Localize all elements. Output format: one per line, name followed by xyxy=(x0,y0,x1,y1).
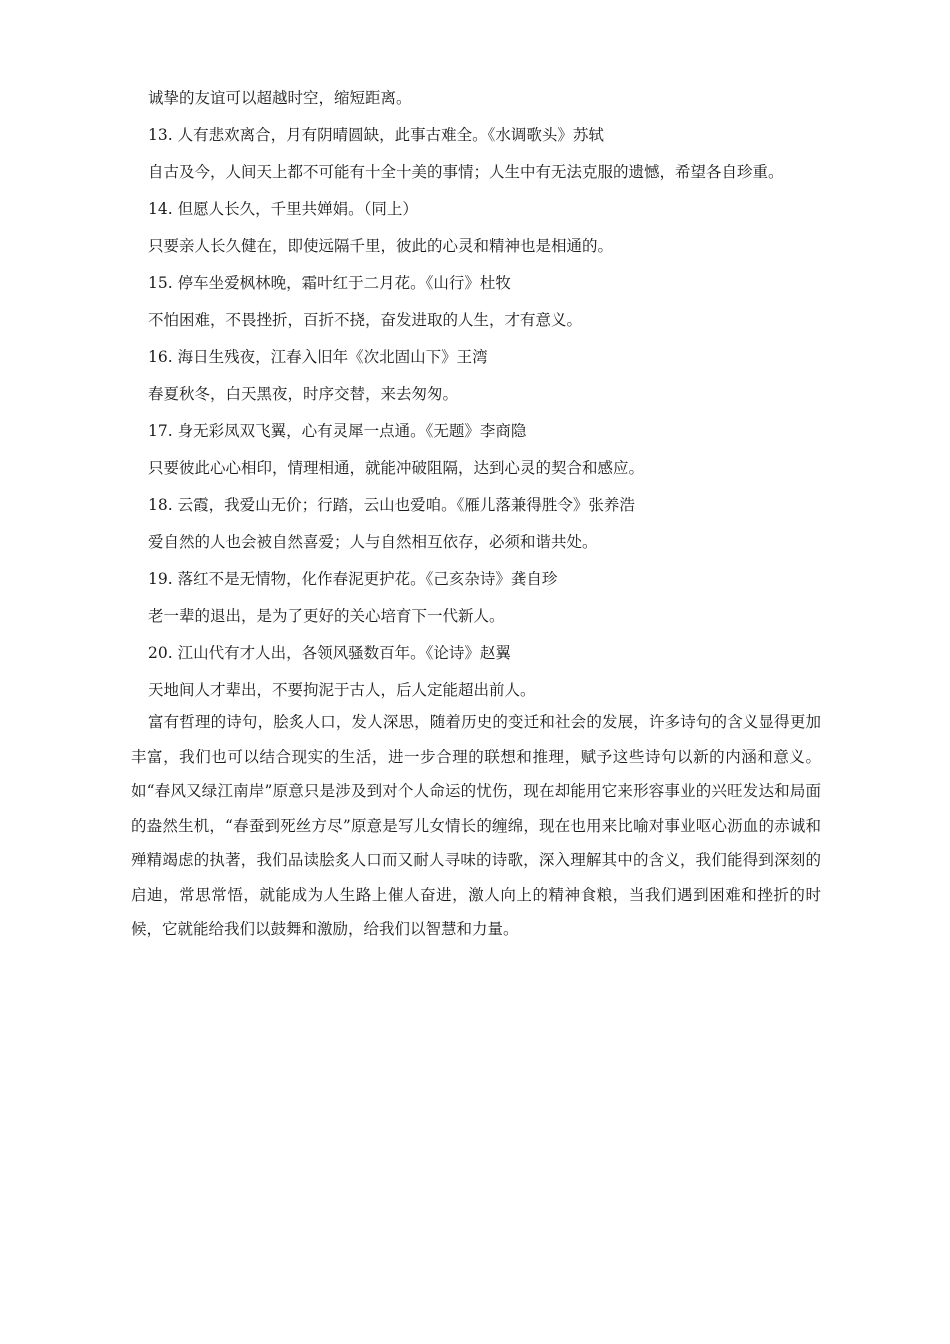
explanation-line: 爱自然的人也会被自然喜爱；人与自然相互依存，必须和谐共处。 xyxy=(148,533,598,551)
poem-line-17: 17. 身无彩凤双飞翼，心有灵犀一点通。《无题》李商隐 xyxy=(148,422,527,440)
summary-paragraph: 富有哲理的诗句，脍炙人口，发人深思，随着历史的变迁和社会的发展，许多诗句的含义显得更加丰富，我们也可以结合现实的生活，进一步合理的联想和推理，赋予这些诗句以新的内涵和意义。如“春风又绿江南岸”原意只是涉及到对个人命运的忧伤，现在却能用它来形容事业的兴旺发达和局面的盎然生机，“春蚕到死丝方尽”原意是写儿女情长的缠绵，现在也用来比喻对事业呕心沥血的赤诚和殚精竭虑的执著，我们品读脍炙人口而又耐人寻味的诗歌，深入理解其中的含义，我们能得到深刻的启迪，常思常悟，就能成为人生路上催人奋进，激人向上的精神食粮，当我们遇到困难和挫折的时候，它就能给我们以鼓舞和激励，给我们以智慧和力量。 xyxy=(131,713,821,938)
poem-line-20: 20. 江山代有才人出，各领风骚数百年。《论诗》赵翼 xyxy=(148,644,511,662)
explanation-line: 只要彼此心心相印，情理相通，就能冲破阻隔，达到心灵的契合和感应。 xyxy=(148,459,645,477)
poem-line-13: 13. 人有悲欢离合，月有阴晴圆缺，此事古难全。《水调歌头》苏轼 xyxy=(148,126,604,144)
explanation-line: 不怕困难，不畏挫折，百折不挠，奋发进取的人生，才有意义。 xyxy=(148,311,583,329)
explanation-line: 天地间人才辈出，不要拘泥于古人，后人定能超出前人。 xyxy=(148,681,536,699)
poem-line-18: 18. 云霞，我爱山无价；行踏，云山也爱咱。《雁儿落兼得胜令》张养浩 xyxy=(148,496,635,514)
poem-list xyxy=(148,80,848,709)
poem-line-15: 15. 停车坐爱枫林晚，霜叶红于二月花。《山行》杜牧 xyxy=(148,274,511,292)
explanation-line: 只要亲人长久健在，即使远隔千里，彼此的心灵和精神也是相通的。 xyxy=(148,237,614,255)
poem-line-14: 14. 但愿人长久，千里共婵娟。（同上） xyxy=(148,200,418,218)
explanation-line: 诚挚的友谊可以超越时空，缩短距离。 xyxy=(148,89,412,107)
poem-line-16: 16. 海日生残夜，江春入旧年《次北固山下》王湾 xyxy=(148,348,488,366)
explanation-line: 自古及今，人间天上都不可能有十全十美的事情；人生中有无法克服的遗憾，希望各自珍重。 xyxy=(148,163,784,181)
explanation-line: 春夏秋冬，白天黑夜，时序交替，来去匆匆。 xyxy=(148,385,459,403)
explanation-line: 老一辈的退出，是为了更好的关心培育下一代新人。 xyxy=(148,607,505,625)
poem-line-19: 19. 落红不是无情物，化作春泥更护花。《己亥杂诗》龚自珍 xyxy=(148,570,558,588)
